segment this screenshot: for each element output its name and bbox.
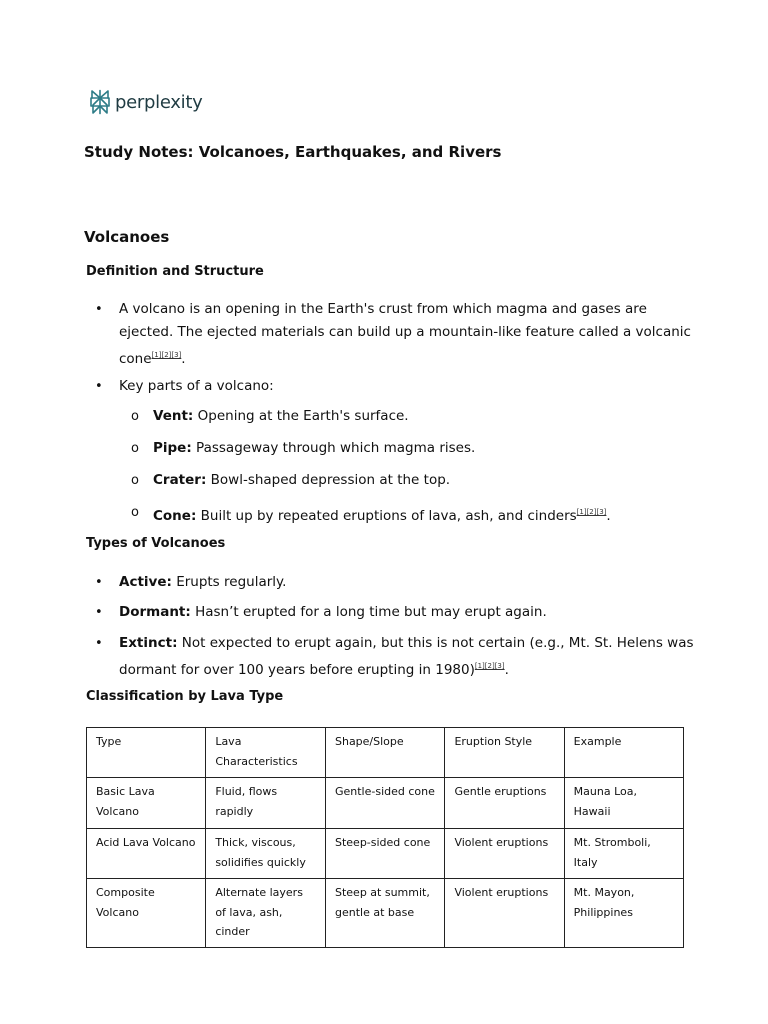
citation-link[interactable]: [1][2][3] xyxy=(576,508,607,516)
table-row xyxy=(87,829,684,879)
table-cell: Mt. Mayon, Philippines xyxy=(564,879,683,948)
sub-bullet-marker: o xyxy=(131,473,139,488)
bullet-dot: • xyxy=(95,379,103,394)
part-item-vent: Vent: Opening at the Earth's surface. xyxy=(153,408,409,424)
brand-logo xyxy=(89,89,202,115)
part-item-cone: Cone: Built up by repeated eruptions of lava, ash, and cinders[1][2][3]. xyxy=(153,508,611,524)
brand-wordmark: perplexity xyxy=(115,91,203,113)
type-item-active: Active: Erupts regularly. xyxy=(119,574,287,590)
perplexity-logo-icon xyxy=(89,89,111,115)
table-header-cell: Lava Characteristics xyxy=(206,728,326,778)
citation-link[interactable]: [1][2][3] xyxy=(151,351,182,359)
table-cell: Gentle eruptions xyxy=(445,778,564,829)
table-cell: Composite Volcano xyxy=(87,879,206,948)
table-row xyxy=(87,879,684,948)
table-cell: Acid Lava Volcano xyxy=(87,829,206,879)
table-cell: Violent eruptions xyxy=(445,879,564,948)
definition-heading: Definition and Structure xyxy=(86,264,264,279)
section-title: Volcanoes xyxy=(84,228,170,246)
table-cell: Thick, viscous, solidifies quickly xyxy=(206,829,326,879)
definition-bullet-2: Key parts of a volcano: xyxy=(119,378,274,394)
table-cell: Violent eruptions xyxy=(445,829,564,879)
document-title: Study Notes: Volcanoes, Earthquakes, and Rivers xyxy=(84,143,502,161)
type-item-extinct: Extinct: Not expected to erupt again, but this is not certain (e.g., Mt. St. Helens was dormant for over 100 years before erupting in 1980)[1][2][3]. xyxy=(119,635,694,678)
table-cell: Mauna Loa, Hawaii xyxy=(564,778,683,829)
part-item-pipe: Pipe: Passageway through which magma rises. xyxy=(153,440,476,456)
classification-heading: Classification by Lava Type xyxy=(86,689,284,704)
table-cell: Basic Lava Volcano xyxy=(87,778,206,829)
citation-link[interactable]: [1][2][3] xyxy=(474,662,505,670)
table-cell: Fluid, flows rapidly xyxy=(206,778,326,829)
table-cell: Steep-sided cone xyxy=(325,829,444,879)
part-item-crater: Crater: Bowl-shaped depression at the top. xyxy=(153,472,451,488)
table-header-row xyxy=(87,728,684,778)
table-cell: Alternate layers of lava, ash, cinder xyxy=(206,879,326,948)
definition-bullet-1: A volcano is an opening in the Earth's crust from which magma and gases are ejected. The ejected materials can build up a mountain-like feature called a volcanic cone[1][2][3]. xyxy=(119,301,691,367)
sub-bullet-marker: o xyxy=(131,441,139,456)
sub-bullet-marker: o xyxy=(131,505,139,520)
table-cell: Gentle-sided cone xyxy=(325,778,444,829)
definition-bullet-1-text: A volcano is an opening in the Earth's crust from which magma and gases are ejected. The ejected materials can build up a mountain-like feature called a volcanic cone xyxy=(119,301,691,367)
table-header-cell: Eruption Style xyxy=(445,728,564,778)
type-item-dormant: Dormant: Hasn’t erupted for a long time but may erupt again. xyxy=(119,604,547,620)
bullet-dot: • xyxy=(95,302,103,317)
lava-type-table xyxy=(86,727,684,948)
table-cell: Steep at summit, gentle at base xyxy=(325,879,444,948)
bullet-dot: • xyxy=(95,636,103,651)
table-header-cell: Example xyxy=(564,728,683,778)
bullet-dot: • xyxy=(95,605,103,620)
sub-bullet-marker: o xyxy=(131,409,139,424)
table-row xyxy=(87,778,684,829)
types-heading: Types of Volcanoes xyxy=(86,536,226,551)
bullet-dot: • xyxy=(95,575,103,590)
table-cell: Mt. Stromboli, Italy xyxy=(564,829,683,879)
table-header-cell: Type xyxy=(87,728,206,778)
table-header-cell: Shape/Slope xyxy=(325,728,444,778)
